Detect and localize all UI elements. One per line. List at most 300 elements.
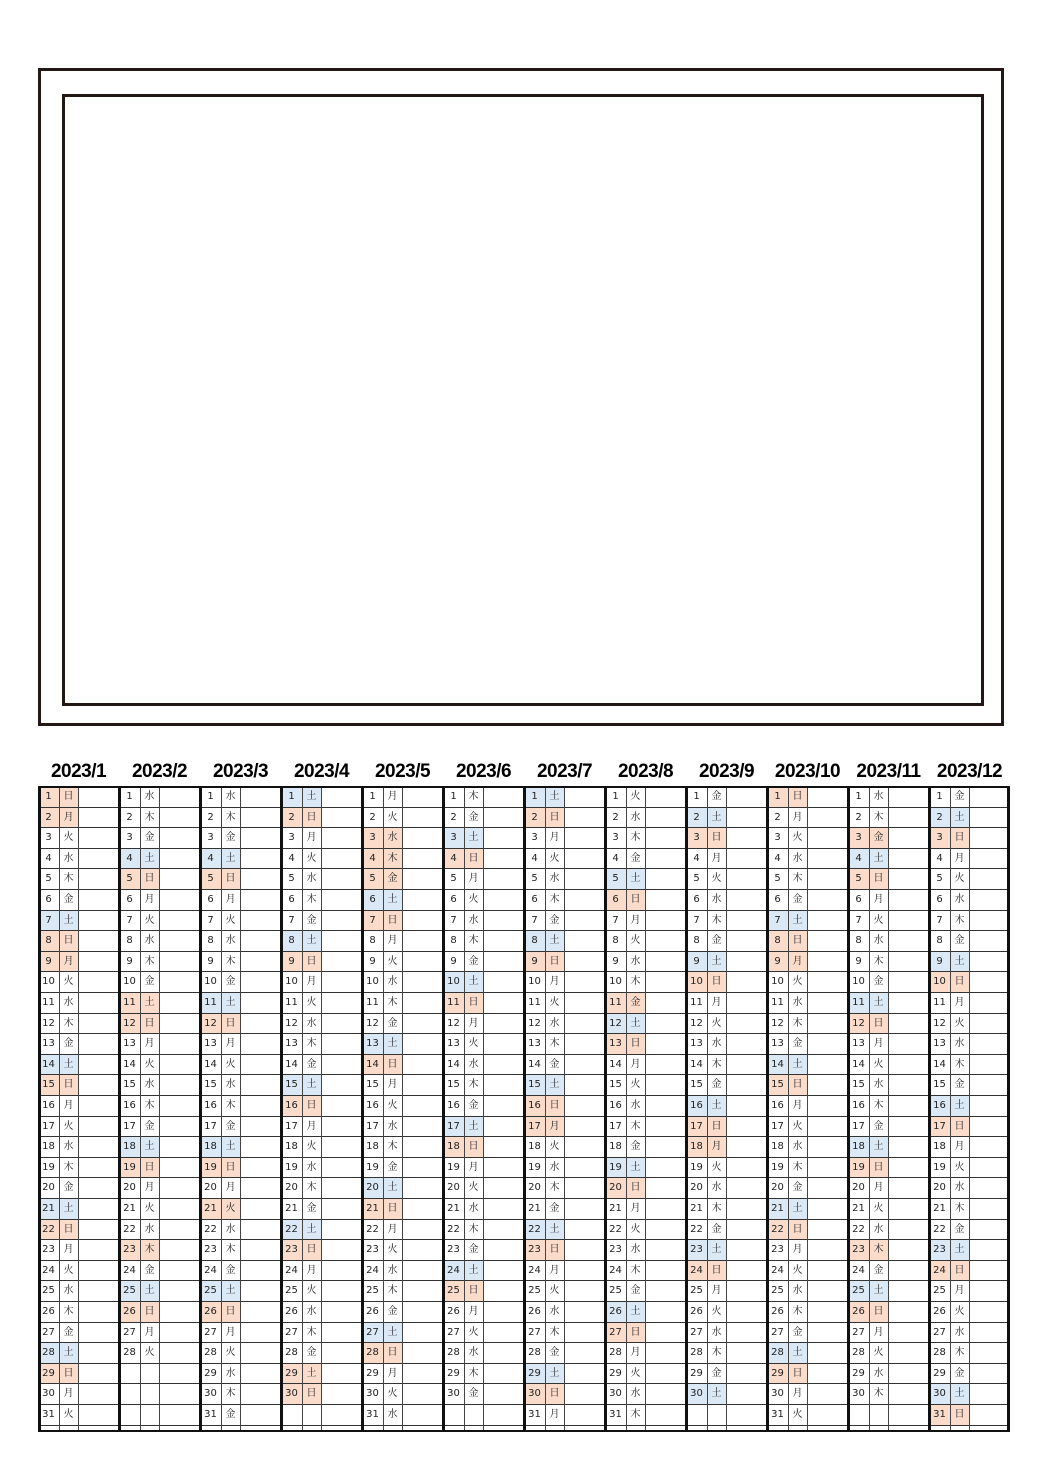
day-number: 10: [204, 976, 217, 988]
day-number: 25: [285, 1285, 298, 1297]
weekday-label: 火: [711, 1017, 722, 1029]
month-border: [38, 787, 41, 1432]
day-number: 31: [929, 1405, 950, 1425]
weekday-label: 土: [464, 828, 483, 848]
weekday-label: 日: [545, 808, 564, 828]
weekday-label: 木: [63, 873, 74, 885]
weekday-label: 金: [63, 1182, 74, 1194]
weekday-label: 月: [63, 1244, 74, 1256]
weekday-label: 水: [306, 1306, 317, 1317]
weekday-label: 木: [792, 873, 803, 885]
day-number: 9: [855, 955, 862, 967]
day-number: 11: [605, 993, 626, 1013]
day-number: 18: [443, 1137, 464, 1157]
day-number: 24: [852, 1264, 865, 1276]
weekday-label: 月: [306, 1264, 317, 1276]
day-number: 27: [605, 1323, 626, 1343]
weekday-label: 日: [140, 1158, 159, 1178]
weekday-label: 木: [630, 1264, 641, 1276]
weekday-label: 金: [225, 1409, 236, 1420]
month-grid: [281, 787, 362, 1432]
day-number: 16: [447, 1100, 460, 1111]
day-number: 30: [366, 1388, 379, 1400]
column-divider: [626, 787, 627, 1432]
day-number: 14: [767, 1055, 788, 1075]
day-number: 10: [771, 976, 784, 988]
day-number: 2: [281, 808, 302, 828]
day-number: 2: [126, 811, 133, 823]
weekday-label: 金: [306, 1058, 317, 1070]
weekday-label: 水: [383, 828, 402, 848]
day-number: 20: [605, 1178, 626, 1198]
day-number: 21: [933, 1203, 946, 1214]
day-number: 28: [852, 1347, 865, 1359]
weekday-label: 土: [950, 1384, 969, 1404]
day-number: 18: [848, 1137, 869, 1157]
weekday-label: 月: [873, 1182, 884, 1194]
month-title: 2023/1: [50, 761, 107, 782]
weekday-label: 月: [711, 1285, 722, 1297]
day-number: 14: [285, 1058, 298, 1070]
day-number: 12: [366, 1017, 379, 1029]
weekday-label: 木: [468, 935, 479, 947]
month-title: 2023/4: [293, 761, 350, 782]
day-number: 29: [852, 1367, 865, 1379]
day-number: 2: [612, 811, 619, 823]
weekday-label: 土: [59, 1343, 78, 1363]
weekday-label: 木: [711, 914, 722, 926]
day-number: 4: [443, 849, 464, 869]
day-number: 7: [288, 914, 295, 926]
weekday-label: 木: [869, 1240, 888, 1260]
day-number: 2: [369, 811, 376, 823]
day-number: 22: [281, 1220, 302, 1240]
day-number: 23: [609, 1244, 622, 1256]
month-grid: [686, 787, 767, 1432]
weekday-label: 木: [873, 955, 884, 967]
weekday-label: 土: [140, 1281, 159, 1301]
day-number: 4: [693, 852, 700, 864]
day-number: 12: [285, 1017, 298, 1029]
day-number: 12: [200, 1014, 221, 1034]
day-number: 27: [528, 1326, 541, 1338]
day-number: 1: [281, 787, 302, 807]
weekday-label: 金: [954, 1367, 965, 1379]
weekday-label: 金: [630, 852, 641, 864]
day-number: 28: [528, 1347, 541, 1359]
day-number: 14: [204, 1058, 217, 1070]
weekday-label: 火: [225, 914, 236, 926]
weekday-label: 土: [221, 1281, 240, 1301]
day-number: 6: [362, 890, 383, 910]
day-number: 17: [524, 1117, 545, 1137]
weekday-label: 土: [626, 1014, 645, 1034]
weekday-label: 金: [954, 1223, 965, 1235]
day-number: 3: [45, 832, 52, 844]
day-number: 21: [362, 1199, 383, 1219]
weekday-label: 火: [387, 1388, 398, 1400]
weekday-label: 水: [63, 852, 74, 864]
weekday-label: 金: [549, 914, 560, 926]
weekday-label: 木: [549, 894, 560, 905]
day-number: 31: [42, 1409, 55, 1420]
day-number: 16: [281, 1096, 302, 1116]
weekday-label: 水: [387, 1120, 398, 1132]
weekday-label: 火: [711, 873, 722, 885]
day-number: 15: [609, 1079, 622, 1091]
column-divider: [140, 787, 141, 1432]
day-number: 21: [767, 1199, 788, 1219]
day-number: 23: [42, 1244, 55, 1256]
month-border: [928, 787, 931, 1432]
column-divider: [564, 787, 565, 1432]
weekday-label: 木: [306, 1326, 317, 1338]
weekday-label: 土: [707, 952, 726, 972]
weekday-label: 日: [869, 1158, 888, 1178]
weekday-label: 土: [59, 911, 78, 931]
day-number: 14: [447, 1058, 460, 1070]
day-number: 15: [38, 1075, 59, 1095]
weekday-label: 木: [225, 811, 236, 823]
day-number: 7: [693, 914, 700, 926]
day-number: 7: [936, 914, 943, 926]
weekday-label: 木: [387, 1285, 398, 1297]
weekday-label: 月: [954, 997, 965, 1008]
weekday-label: 金: [63, 1326, 74, 1338]
column-divider: [869, 787, 870, 1432]
weekday-label: 日: [140, 869, 159, 889]
weekday-label: 土: [626, 1158, 645, 1178]
weekday-label: 日: [464, 849, 483, 869]
weekday-label: 木: [954, 1347, 965, 1359]
day-number: 15: [204, 1079, 217, 1091]
weekday-label: 水: [225, 791, 236, 802]
day-number: 30: [771, 1388, 784, 1400]
weekday-label: 火: [792, 1409, 803, 1420]
day-number: 12: [690, 1017, 703, 1029]
weekday-label: 火: [630, 791, 641, 802]
weekday-label: 火: [221, 1199, 240, 1219]
weekday-label: 金: [954, 1079, 965, 1091]
day-number: 4: [848, 849, 869, 869]
day-number: 1: [936, 791, 943, 802]
weekday-label: 月: [387, 1079, 398, 1091]
day-number: 23: [686, 1240, 707, 1260]
day-number: 12: [605, 1014, 626, 1034]
day-number: 23: [524, 1240, 545, 1260]
day-number: 5: [200, 869, 221, 889]
day-number: 1: [369, 791, 376, 802]
day-number: 23: [281, 1240, 302, 1260]
weekday-label: 水: [144, 791, 155, 802]
column-divider: [221, 787, 222, 1432]
weekday-label: 日: [302, 1096, 321, 1116]
column-divider: [383, 787, 384, 1432]
month-border: [118, 787, 121, 1432]
day-number: 7: [612, 914, 619, 926]
month-title: 2023/12: [936, 761, 1003, 782]
column-divider: [707, 787, 708, 1432]
day-number: 8: [126, 935, 133, 947]
weekday-label: 水: [954, 1326, 965, 1338]
day-number: 24: [443, 1261, 464, 1281]
weekday-label: 火: [792, 1120, 803, 1132]
day-number: 11: [443, 993, 464, 1013]
day-number: 19: [200, 1158, 221, 1178]
weekday-label: 土: [464, 972, 483, 992]
weekday-label: 木: [873, 1100, 884, 1111]
day-number: 24: [42, 1264, 55, 1276]
weekday-label: 火: [63, 832, 74, 844]
weekday-label: 日: [707, 1117, 726, 1137]
day-number: 16: [524, 1096, 545, 1116]
day-number: 18: [119, 1137, 140, 1157]
day-number: 26: [848, 1302, 869, 1322]
day-number: 10: [686, 972, 707, 992]
weekday-label: 日: [545, 1384, 564, 1404]
day-number: 21: [609, 1203, 622, 1214]
weekday-label: 土: [950, 952, 969, 972]
day-number: 18: [366, 1141, 379, 1153]
weekday-label: 水: [630, 1244, 641, 1256]
day-number: 12: [119, 1014, 140, 1034]
day-number: 7: [855, 914, 862, 926]
day-number: 2: [207, 811, 214, 823]
day-number: 14: [690, 1058, 703, 1070]
day-number: 22: [767, 1220, 788, 1240]
column-divider: [807, 787, 808, 1432]
weekday-label: 土: [707, 1384, 726, 1404]
weekday-label: 月: [306, 1120, 317, 1132]
day-number: 23: [119, 1240, 140, 1260]
day-number: 26: [771, 1306, 784, 1317]
day-number: 15: [767, 1075, 788, 1095]
day-number: 22: [38, 1220, 59, 1240]
column-divider: [788, 787, 789, 1432]
weekday-label: 水: [954, 1182, 965, 1194]
weekday-label: 土: [788, 911, 807, 931]
column-divider: [726, 787, 727, 1432]
month-border: [1007, 787, 1010, 1432]
weekday-label: 土: [464, 1261, 483, 1281]
day-number: 27: [690, 1326, 703, 1338]
weekday-label: 水: [873, 935, 884, 947]
day-number: 21: [528, 1203, 541, 1214]
weekday-label: 火: [792, 832, 803, 844]
weekday-label: 水: [549, 1161, 560, 1173]
weekday-label: 月: [549, 976, 560, 988]
weekday-label: 木: [144, 811, 155, 823]
weekday-label: 金: [468, 1244, 479, 1256]
weekday-label: 日: [383, 1055, 402, 1075]
weekday-label: 月: [549, 832, 560, 844]
weekday-label: 水: [144, 935, 155, 947]
day-number: 23: [366, 1244, 379, 1256]
day-number: 2: [524, 808, 545, 828]
day-number: 9: [126, 955, 133, 967]
weekday-label: 月: [144, 1038, 155, 1050]
weekday-label: 日: [59, 1364, 78, 1384]
weekday-label: 火: [549, 852, 560, 864]
day-number: 27: [42, 1326, 55, 1338]
weekday-label: 金: [225, 832, 236, 844]
day-number: 16: [929, 1096, 950, 1116]
day-number: 17: [852, 1120, 865, 1132]
month-column: [848, 760, 929, 1432]
weekday-label: 水: [873, 1079, 884, 1091]
day-number: 9: [524, 952, 545, 972]
day-number: 1: [450, 791, 457, 802]
weekday-label: 金: [387, 1017, 398, 1029]
day-number: 30: [204, 1388, 217, 1400]
day-number: 1: [38, 787, 59, 807]
day-number: 13: [852, 1038, 865, 1050]
day-number: 8: [936, 935, 943, 947]
column-divider: [159, 787, 160, 1432]
weekday-label: 月: [387, 791, 398, 802]
weekday-label: 土: [59, 1055, 78, 1075]
day-number: 3: [848, 828, 869, 848]
day-number: 3: [288, 832, 295, 844]
day-number: 18: [771, 1141, 784, 1153]
month-title: 2023/8: [617, 761, 674, 782]
day-number: 3: [531, 832, 538, 844]
day-number: 8: [855, 935, 862, 947]
weekday-label: 水: [144, 1079, 155, 1091]
month-column: [443, 760, 524, 1432]
day-number: 19: [285, 1161, 298, 1173]
weekday-label: 水: [630, 955, 641, 967]
day-number: 15: [281, 1075, 302, 1095]
weekday-label: 日: [950, 1117, 969, 1137]
weekday-label: 日: [302, 1240, 321, 1260]
weekday-label: 土: [302, 1364, 321, 1384]
weekday-label: 日: [869, 869, 888, 889]
weekday-label: 火: [549, 997, 560, 1008]
day-number: 20: [285, 1182, 298, 1194]
day-number: 9: [369, 955, 376, 967]
weekday-label: 金: [383, 869, 402, 889]
day-number: 16: [686, 1096, 707, 1116]
weekday-label: 土: [140, 993, 159, 1013]
day-number: 27: [852, 1326, 865, 1338]
day-number: 9: [450, 955, 457, 967]
weekday-label: 水: [711, 1038, 722, 1050]
month-grid: [443, 787, 524, 1432]
weekday-label: 火: [873, 914, 884, 926]
weekday-label: 土: [383, 890, 402, 910]
day-number: 7: [207, 914, 214, 926]
day-number: 3: [686, 828, 707, 848]
day-number: 30: [609, 1388, 622, 1400]
weekday-label: 木: [468, 1079, 479, 1091]
day-number: 19: [447, 1161, 460, 1173]
day-number: 27: [123, 1326, 136, 1338]
day-number: 1: [855, 791, 862, 802]
day-number: 12: [42, 1017, 55, 1029]
day-number: 28: [204, 1347, 217, 1359]
weekday-label: 火: [387, 811, 398, 823]
day-number: 29: [767, 1364, 788, 1384]
day-number: 11: [42, 997, 55, 1008]
weekday-label: 木: [954, 1203, 965, 1214]
weekday-label: 土: [707, 1240, 726, 1260]
weekday-label: 日: [950, 1405, 969, 1425]
day-number: 4: [362, 849, 383, 869]
day-number: 14: [123, 1058, 136, 1070]
weekday-label: 日: [869, 1014, 888, 1034]
weekday-label: 金: [468, 1388, 479, 1400]
weekday-label: 火: [873, 1203, 884, 1214]
month-grid: [524, 787, 605, 1432]
day-number: 7: [126, 914, 133, 926]
day-number: 30: [281, 1384, 302, 1404]
weekday-label: 月: [63, 1100, 74, 1111]
day-number: 12: [528, 1017, 541, 1029]
day-number: 10: [609, 976, 622, 988]
day-number: 13: [285, 1038, 298, 1050]
weekday-label: 火: [306, 1141, 317, 1153]
day-number: 11: [528, 997, 541, 1008]
day-number: 12: [933, 1017, 946, 1029]
weekday-label: 土: [302, 787, 321, 807]
month-border: [199, 787, 202, 1432]
day-number: 27: [933, 1326, 946, 1338]
day-number: 28: [690, 1347, 703, 1359]
weekday-label: 火: [792, 1264, 803, 1276]
day-number: 6: [126, 894, 133, 905]
weekday-label: 日: [545, 1096, 564, 1116]
day-number: 26: [933, 1306, 946, 1317]
weekday-label: 月: [873, 1038, 884, 1050]
weekday-label: 火: [711, 1161, 722, 1173]
weekday-label: 日: [545, 952, 564, 972]
day-number: 29: [204, 1367, 217, 1379]
month-column: [605, 760, 686, 1432]
weekday-label: 火: [630, 935, 641, 947]
weekday-label: 火: [711, 1306, 722, 1317]
weekday-label: 日: [788, 1220, 807, 1240]
weekday-label: 火: [792, 976, 803, 988]
month-grid: [848, 787, 929, 1432]
weekday-label: 日: [221, 869, 240, 889]
day-number: 9: [929, 952, 950, 972]
day-number: 6: [450, 894, 457, 905]
weekday-label: 木: [225, 1100, 236, 1111]
column-divider: [302, 787, 303, 1432]
day-number: 8: [767, 931, 788, 951]
day-number: 27: [204, 1326, 217, 1338]
weekday-label: 木: [468, 791, 479, 802]
weekday-label: 木: [792, 1306, 803, 1317]
weekday-label: 月: [306, 832, 317, 844]
day-number: 15: [366, 1079, 379, 1091]
day-number: 28: [285, 1347, 298, 1359]
weekday-label: 金: [306, 1203, 317, 1214]
weekday-label: 日: [626, 1178, 645, 1198]
weekday-label: 水: [306, 1161, 317, 1173]
weekday-label: 月: [792, 1100, 803, 1111]
weekday-label: 月: [545, 1117, 564, 1137]
day-number: 28: [933, 1347, 946, 1359]
weekday-label: 水: [711, 1182, 722, 1194]
month-title: 2023/6: [455, 761, 512, 782]
day-number: 20: [447, 1182, 460, 1194]
day-number: 1: [612, 791, 619, 802]
month-border: [442, 787, 445, 1432]
weekday-label: 火: [630, 1223, 641, 1235]
weekday-label: 水: [792, 1141, 803, 1153]
